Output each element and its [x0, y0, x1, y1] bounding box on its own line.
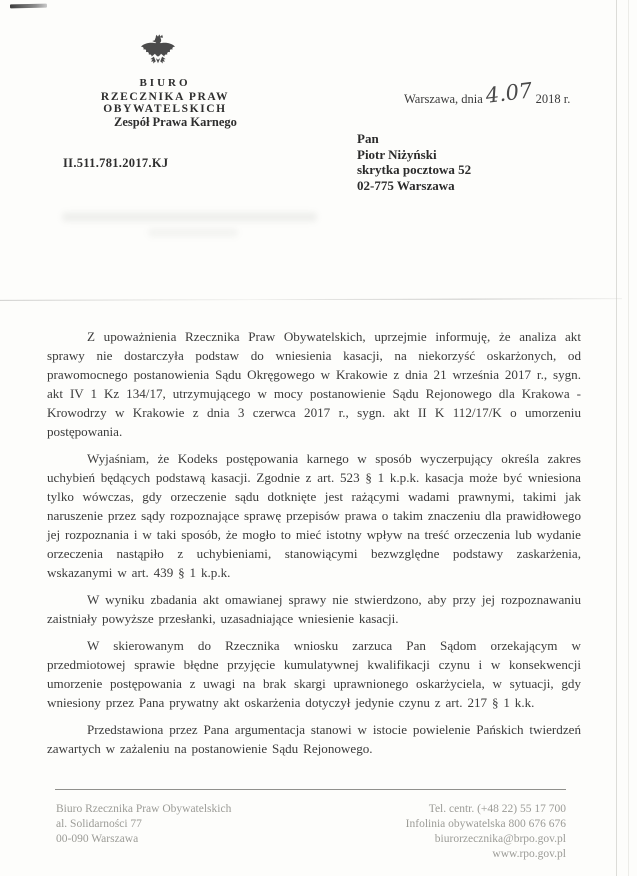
fold-crease-line	[0, 298, 622, 301]
paragraph: W skierowanym do Rzecznika wniosku zarzuca Pan Sądom orzekającym w przedmiotowej sprawie błędne przyjęcie kumulatywnej kwalifikacji czynu i w konsekwencji umorzenie postępowania z uwagi na brak skargi uprawnionego oskarżyciela, w sytuacji, gdy wniesiony przez Pana prywatny akt oskarżenia dotyczył jedynie czynu z art. 217 § 1 k.k.	[47, 638, 581, 710]
footer-email: biurorzecznika@brpo.gov.pl	[434, 833, 566, 845]
scan-artifact-mark	[10, 4, 47, 9]
footer-address-line: Biuro Rzecznika Praw Obywatelskich	[56, 803, 232, 815]
footer-phone: Tel. centr. (+48 22) 55 17 700	[428, 803, 566, 815]
case-number: II.511.781.2017.KJ	[63, 156, 169, 170]
recipient-address-line2: 02-775 Warszawa	[357, 177, 455, 193]
date-year: 2018 r.	[535, 92, 571, 106]
footer-infoline: Infolinia obywatelska 800 676 676	[405, 818, 566, 830]
ink-bleedthrough	[62, 212, 317, 222]
recipient-salutation: Pan	[357, 131, 379, 146]
handwritten-date: 4.07	[484, 78, 534, 108]
office-name	[39, 77, 291, 115]
footer-divider	[55, 789, 566, 790]
date-prefix: Warszawa, dnia	[404, 92, 483, 106]
footer-address-line: 00-090 Warszawa	[56, 833, 139, 845]
footer-office-address	[56, 802, 231, 847]
department-name: Zespół Prawa Karnego	[114, 115, 237, 129]
footer-website: www.rpo.gov.pl	[492, 848, 566, 860]
page-edge-line	[616, 0, 617, 876]
letter-body	[47, 327, 581, 766]
ink-bleedthrough	[148, 228, 238, 237]
recipient-name: Piotr Niżyński	[357, 146, 437, 162]
page-edge-line	[628, 0, 629, 876]
paragraph: Z upoważnienia Rzecznika Praw Obywatelskich, uprzejmie informuję, że analiza akt sprawy nie dostarczyła podstaw do wniesienia kasacji, na niekorzyść oskarżonych, od prawomocnego postanowienia Sądu Okręgowego w Krakowie z dnia 21 września 2017 r., sygn. akt IV 1 Kz 134/17, utrzymującego w mocy postanowienie Sądu Rejonowego dla Krakowa - Krowodrzy w Krakowie z dnia 3 czerwca 2017 r., sygn. akt II K 112/17/K o umorzeniu postępowania.	[47, 329, 581, 439]
paragraph: Przedstawiona przez Pana argumentacja stanowi w istocie powielenie Pańskich twierdzeń zawartych w zażaleniu na postanowienie Sądu Rejonowego.	[47, 722, 581, 756]
place-and-date	[404, 78, 571, 108]
recipient-address-block	[357, 131, 471, 193]
paragraph: W wyniku zbadania akt omawianej sprawy nie stwierdzono, aby przy jej rozpoznawaniu zaistniały powyższe przesłanki, uzasadniające wniesienie kasacji.	[47, 592, 581, 626]
footer-address-line: al. Solidarności 77	[56, 818, 142, 830]
office-name-line2: RZECZNIKA PRAW OBYWATELSKICH	[100, 91, 230, 115]
paragraph: Wyjaśniam, że Kodeks postępowania karnego w sposób wyczerpujący określa zakres uchybień będących podstawą kasacji. Zgodnie z art. 523 § 1 k.p.k. kasacja może być wniesiona tylko wówczas, gdy orzeczenie sądu dotknięte jest rażącymi wadami prawnymi, takimi jak naruszenie przez sądy rozpoznające sprawę przepisów prawa o takim znaczeniu dla prawidłowego jej rozpoznania i w taki sposób, że mogło to mieć istotny wpływ na treść orzeczenia lub wydanie orzeczenia nastąpiło z uchybieniami, stanowiącymi bezwzględne podstawy zaskarżenia, wskazanymi w art. 439 § 1 k.p.k.	[47, 451, 581, 580]
recipient-address-line1: skrytka pocztowa 52	[357, 162, 472, 178]
polish-eagle-icon	[139, 28, 177, 75]
office-name-line1: BIURO	[139, 77, 191, 89]
footer-contact-info	[406, 802, 566, 862]
